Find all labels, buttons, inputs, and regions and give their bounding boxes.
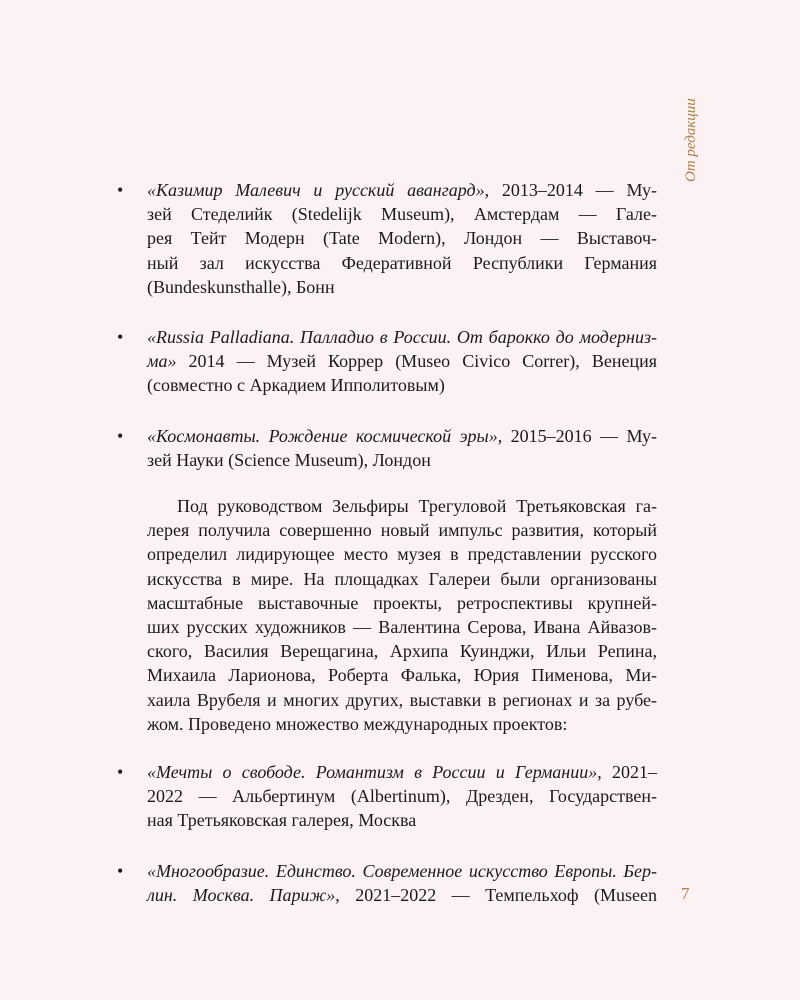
text-line: хаила Врубеля и многих других, выставки в регионах и за рубе- <box>147 689 657 710</box>
bullet-icon: • <box>117 860 124 881</box>
text-line: лерея получила совершенно новый импульс развития, который <box>147 520 657 541</box>
text-line: зей Науки (Science Museum), Лондон <box>147 449 431 470</box>
text-line: зей Стеделийк (Stedelijk Museum), Амстердам — Гале- <box>147 204 657 225</box>
text-line: жом. Проведено множество международных проектов: <box>147 713 568 734</box>
text-line: (Bundeskunsthalle), Бонн <box>147 276 335 297</box>
exhibition-list-item <box>117 859 657 907</box>
section-running-head: От редакции <box>683 98 699 182</box>
exhibition-list-item <box>117 325 657 398</box>
text-line: ского, Василия Верещагина, Архипа Куинджи, Ильи Репина, <box>147 641 657 662</box>
exhibition-list-item <box>117 424 657 472</box>
text-line: ших русских художников — Валентина Серова, Ивана Айвазов- <box>147 617 657 638</box>
text-line: ный зал искусства Федеративной Республики Германия <box>147 252 657 273</box>
text-line: 2022 — Альбертинум (Albertinum), Дрезден, Государствен- <box>147 786 657 807</box>
text-line: определил лидирующее место музея в представлении русского <box>147 544 657 565</box>
text-line: «Космонавты. Рождение космической эры», 2015–2016 — Му- <box>147 425 657 446</box>
text-line: (совместно с Аркадием Ипполитовым) <box>147 375 445 396</box>
text-line: искусства в мире. На площадках Галереи были организованы <box>147 568 657 589</box>
text-line: Михаила Ларионова, Роберта Фалька, Юрия Пименова, Ми- <box>147 665 657 686</box>
text-line: рея Тейт Модерн (Tate Modern), Лондон — Выставоч- <box>147 228 657 249</box>
bullet-icon: • <box>117 425 124 446</box>
bullet-icon: • <box>117 327 124 348</box>
text-line: Под руководством Зельфиры Трегуловой Третьяковская га- <box>177 496 657 517</box>
exhibition-list-item <box>117 760 657 833</box>
text-line: «Многообразие. Единство. Современное искусство Европы. Бер- <box>147 860 657 881</box>
text-line: лин. Москва. Париж», 2021–2022 — Темпельхоф (Museen <box>147 884 657 905</box>
page-number: 7 <box>681 884 690 903</box>
text-line: масштабные выставочные проекты, ретроспективы крупней- <box>147 592 657 613</box>
text-line: ная Третьяковская галерея, Москва <box>147 810 417 831</box>
text-line: «Казимир Малевич и русский авангард», 2013–2014 — Му- <box>147 180 658 200</box>
page-body <box>117 178 657 907</box>
bullet-icon: • <box>117 762 124 783</box>
text-line: «Russia Palladiana. Палладио в России. От барокко до модерниз- <box>147 327 657 348</box>
text-line: ма» 2014 — Музей Коррер (Museo Civico Correr), Венеция <box>147 351 657 372</box>
bullet-icon: • <box>117 180 124 200</box>
exhibition-list-item <box>117 178 657 299</box>
body-paragraph <box>117 494 657 736</box>
text-line: «Мечты о свободе. Романтизм в России и Германии», 2021– <box>147 762 658 783</box>
